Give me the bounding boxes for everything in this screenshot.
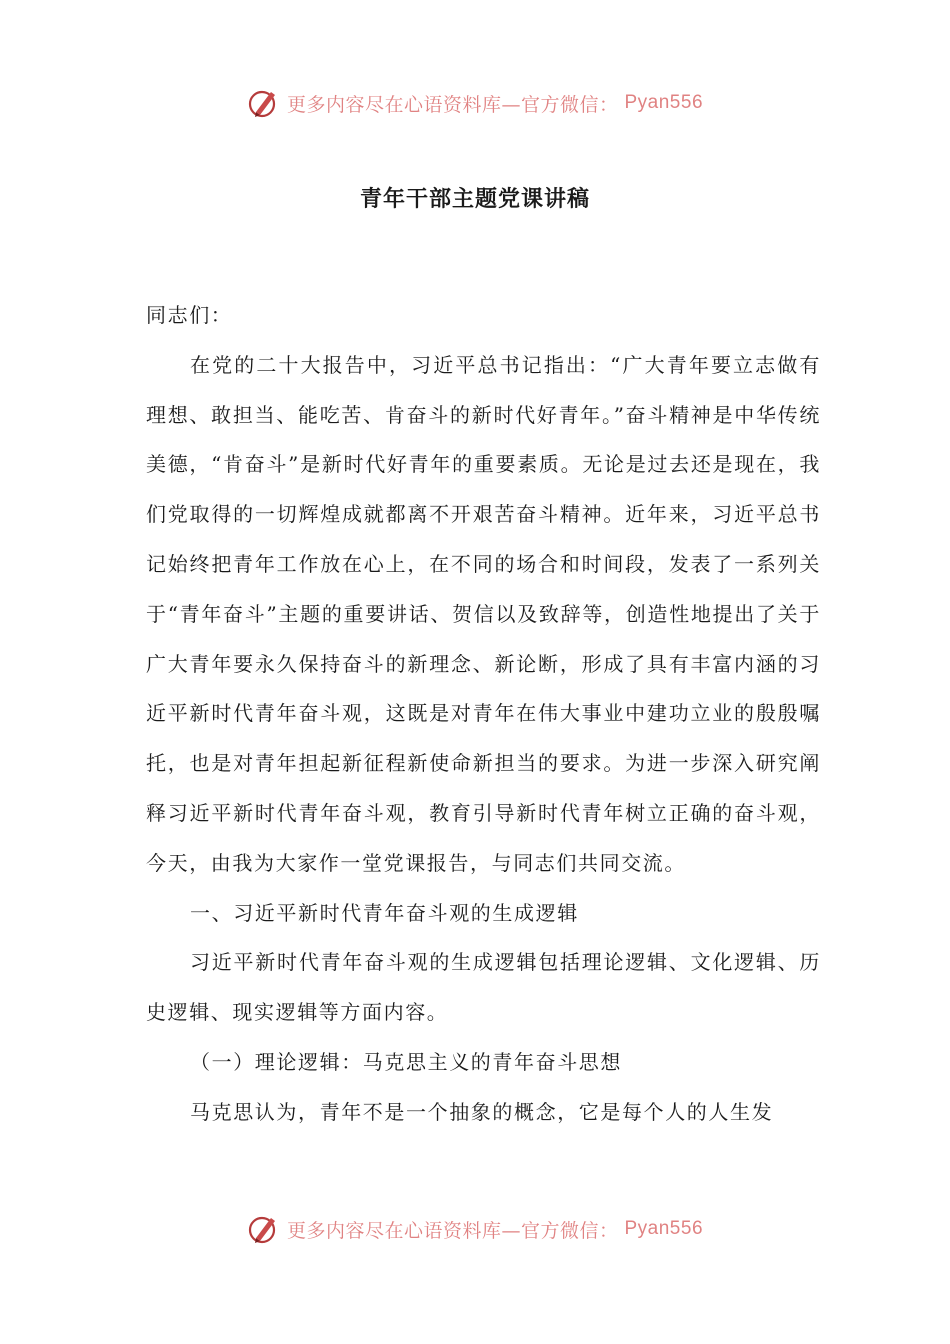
pen-logo-icon: [247, 1212, 281, 1246]
watermark-wechat-id: Pyan556: [624, 1218, 704, 1239]
paragraph-intro: 在党的二十大报告中，习近平总书记指出：“广大青年要立志做有理想、敢担当、能吃苦、肯奋斗的新时代好青年。”奋斗精神是中华传统美德，“肯奋斗”是新时代好青年的重要素质。无论是过去还是现在，我们党取得的一切辉煌成就都离不开艰苦奋斗精神。近年来，习近平总书记始终把青年工作放在心上，在不同的场合和时间段，发表了一系列关于“青年奋斗”主题的重要讲话、贺信以及致辞等，创造性地提出了关于广大青年要永久保持奋斗的新理念、新论断，形成了具有丰富内涵的习近平新时代青年奋斗观，这既是对青年在伟大事业中建功立业的殷殷嘱托，也是对青年担起新征程新使命新担当的要求。为进一步深入研究阐释习近平新时代青年奋斗观，教育引导新时代青年树立正确的奋斗观，今天，由我为大家作一堂党课报告，与同志们共同交流。: [146, 352, 821, 875]
subsection-heading-1: （一）理论逻辑：马克思主义的青年奋斗思想: [190, 1049, 622, 1074]
document-title: 青年干部主题党课讲稿: [359, 187, 590, 212]
salutation: 同志们：: [146, 303, 233, 327]
watermark-text: 更多内容尽在心语资料库—官方微信：: [286, 93, 619, 116]
paragraph-subsection-1: 马克思认为，青年不是一个抽象的概念，它是每个人的人生发: [190, 1099, 774, 1124]
document-body: [146, 291, 821, 1138]
watermark-header: [0, 86, 950, 120]
watermark-text: 更多内容尽在心语资料库—官方微信：: [286, 1219, 619, 1242]
pen-logo-icon: [247, 86, 281, 120]
watermark-footer: [0, 1212, 950, 1246]
section-heading-1: 一、习近平新时代青年奋斗观的生成逻辑: [190, 900, 579, 925]
paragraph-section-1: 习近平新时代青年奋斗观的生成逻辑包括理论逻辑、文化逻辑、历史逻辑、现实逻辑等方面内容。: [146, 950, 821, 1025]
watermark-wechat-id: Pyan556: [624, 92, 704, 113]
